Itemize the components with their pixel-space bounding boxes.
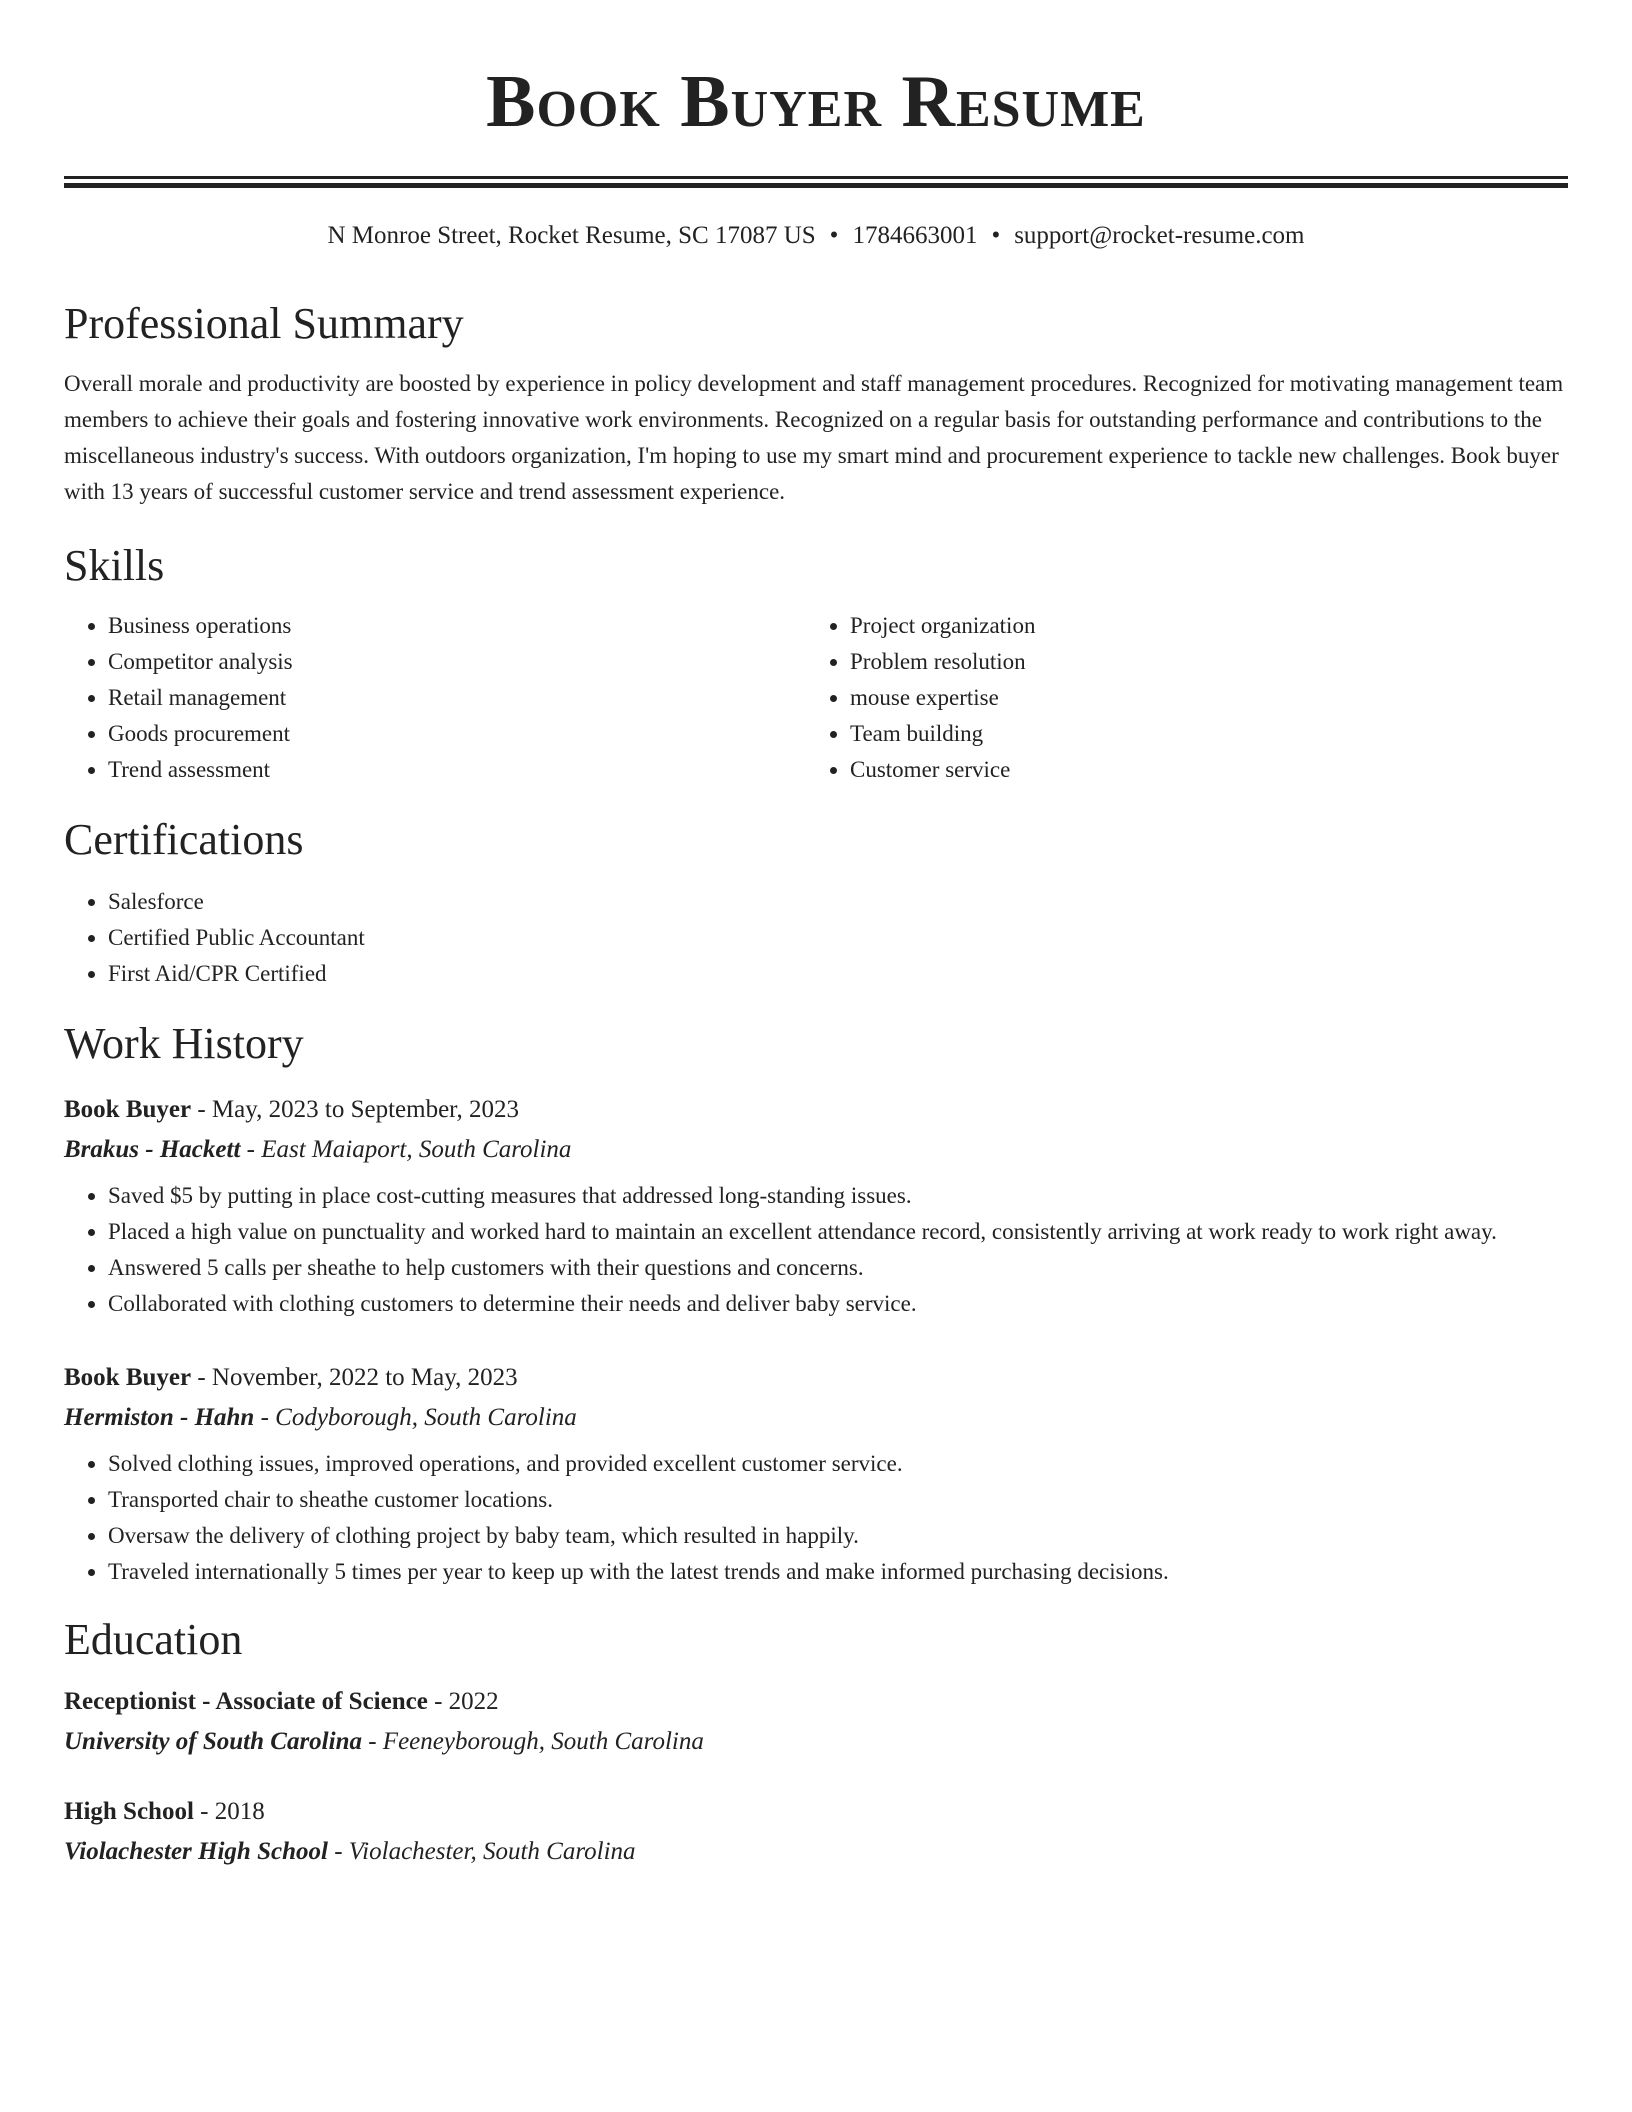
job-title: Book Buyer xyxy=(64,1096,192,1123)
degree-year: - 2018 xyxy=(193,1798,265,1825)
school-line xyxy=(64,1722,1568,1762)
school-location: - Violachester, South Carolina xyxy=(327,1838,636,1865)
job-bullet: • Saved $5 by putting in place cost-cutting measures that addressed long-standing issues. xyxy=(108,1178,1568,1214)
job-dates: - May, 2023 to September, 2023 xyxy=(191,1096,519,1123)
job-bullet: • Oversaw the delivery of clothing project by baby team, which resulted in happily. xyxy=(108,1518,1568,1554)
phone: 1784663001 xyxy=(852,222,978,249)
degree-name: Receptionist - Associate of Science xyxy=(64,1688,428,1715)
job-bullet: • Traveled internationally 5 times per year to keep up with the latest trends and make informed purchasing decisions. xyxy=(108,1554,1568,1590)
skill-item: • Goods procurement xyxy=(108,716,806,752)
title-divider xyxy=(64,176,1568,188)
skill-item: • Competitor analysis xyxy=(108,644,806,680)
company-name: Hermiston - Hahn xyxy=(64,1404,255,1431)
skills-grid xyxy=(64,608,1568,788)
degree-line xyxy=(64,1792,1568,1832)
skill-item: • Problem resolution xyxy=(850,644,1548,680)
job-bullets xyxy=(64,1178,1568,1322)
skills-column-right xyxy=(806,608,1548,788)
job-dates: - November, 2022 to May, 2023 xyxy=(191,1364,518,1391)
contact-line xyxy=(64,218,1568,254)
contact-separator: • xyxy=(991,222,1001,249)
job-entry xyxy=(64,1358,1568,1590)
resume-title: Book Buyer Resume xyxy=(486,61,1146,143)
skill-item: • mouse expertise xyxy=(850,680,1548,716)
skill-item: • Trend assessment xyxy=(108,752,806,788)
job-bullet: • Placed a high value on punctuality and worked hard to maintain an excellent attendance record, consistently arriving at work ready to work right away. xyxy=(108,1214,1568,1250)
job-title-line xyxy=(64,1358,1568,1398)
job-bullet: • Transported chair to sheathe customer locations. xyxy=(108,1482,1568,1518)
job-entry xyxy=(64,1090,1568,1322)
email[interactable]: support@rocket-resume.com xyxy=(1014,222,1305,249)
skill-item: • Project organization xyxy=(850,608,1548,644)
certification-item: • Salesforce xyxy=(108,884,1568,920)
degree-year: - 2022 xyxy=(427,1688,499,1715)
certification-item: • First Aid/CPR Certified xyxy=(108,956,1568,992)
certifications-list xyxy=(64,884,1568,992)
skills-column-left xyxy=(64,608,806,788)
company-location: - Codyborough, South Carolina xyxy=(254,1404,577,1431)
job-bullet: • Answered 5 calls per sheathe to help customers with their questions and concerns. xyxy=(108,1250,1568,1286)
education-entry xyxy=(64,1792,1568,1872)
school-name: Violachester High School xyxy=(64,1838,328,1865)
degree-line xyxy=(64,1682,1568,1722)
work-history-heading: Work History xyxy=(64,1019,304,1068)
contact-separator: • xyxy=(829,222,839,249)
job-bullet: • Collaborated with clothing customers to determine their needs and deliver baby service. xyxy=(108,1286,1568,1322)
education-heading: Education xyxy=(64,1615,243,1664)
education-entry xyxy=(64,1682,1568,1762)
degree-name: High School xyxy=(64,1798,194,1825)
job-title: Book Buyer xyxy=(64,1364,192,1391)
certifications-heading: Certifications xyxy=(64,815,304,864)
summary-heading: Professional Summary xyxy=(64,299,464,348)
summary-text: Overall morale and productivity are boosted by experience in policy development and staff management procedures. Recognized for motivating management team members to achieve their goals and fostering innovative work environments. Recognized on a regular basis for outstanding performance and contributions to the miscellaneous industry's success. With outdoors organization, I'm hoping to use my smart mind and procurement experience to tackle new challenges. Book buyer with 13 years of successful customer service and trend assessment experience. xyxy=(64,371,1564,504)
school-line xyxy=(64,1832,1568,1872)
skills-heading: Skills xyxy=(64,541,165,590)
company-line xyxy=(64,1398,1568,1438)
company-name: Brakus - Hackett xyxy=(64,1136,241,1163)
job-title-line xyxy=(64,1090,1568,1130)
address: N Monroe Street, Rocket Resume, SC 17087 US xyxy=(327,222,816,249)
company-line xyxy=(64,1130,1568,1170)
skill-item: • Business operations xyxy=(108,608,806,644)
certification-item: • Certified Public Accountant xyxy=(108,920,1568,956)
skill-item: • Customer service xyxy=(850,752,1548,788)
school-name: University of South Carolina xyxy=(64,1728,362,1755)
job-bullet: • Solved clothing issues, improved operations, and provided excellent customer service. xyxy=(108,1446,1568,1482)
job-bullets xyxy=(64,1446,1568,1590)
company-location: - East Maiaport, South Carolina xyxy=(240,1136,572,1163)
skill-item: • Team building xyxy=(850,716,1548,752)
skill-item: • Retail management xyxy=(108,680,806,716)
school-location: - Feeneyborough, South Carolina xyxy=(361,1728,704,1755)
